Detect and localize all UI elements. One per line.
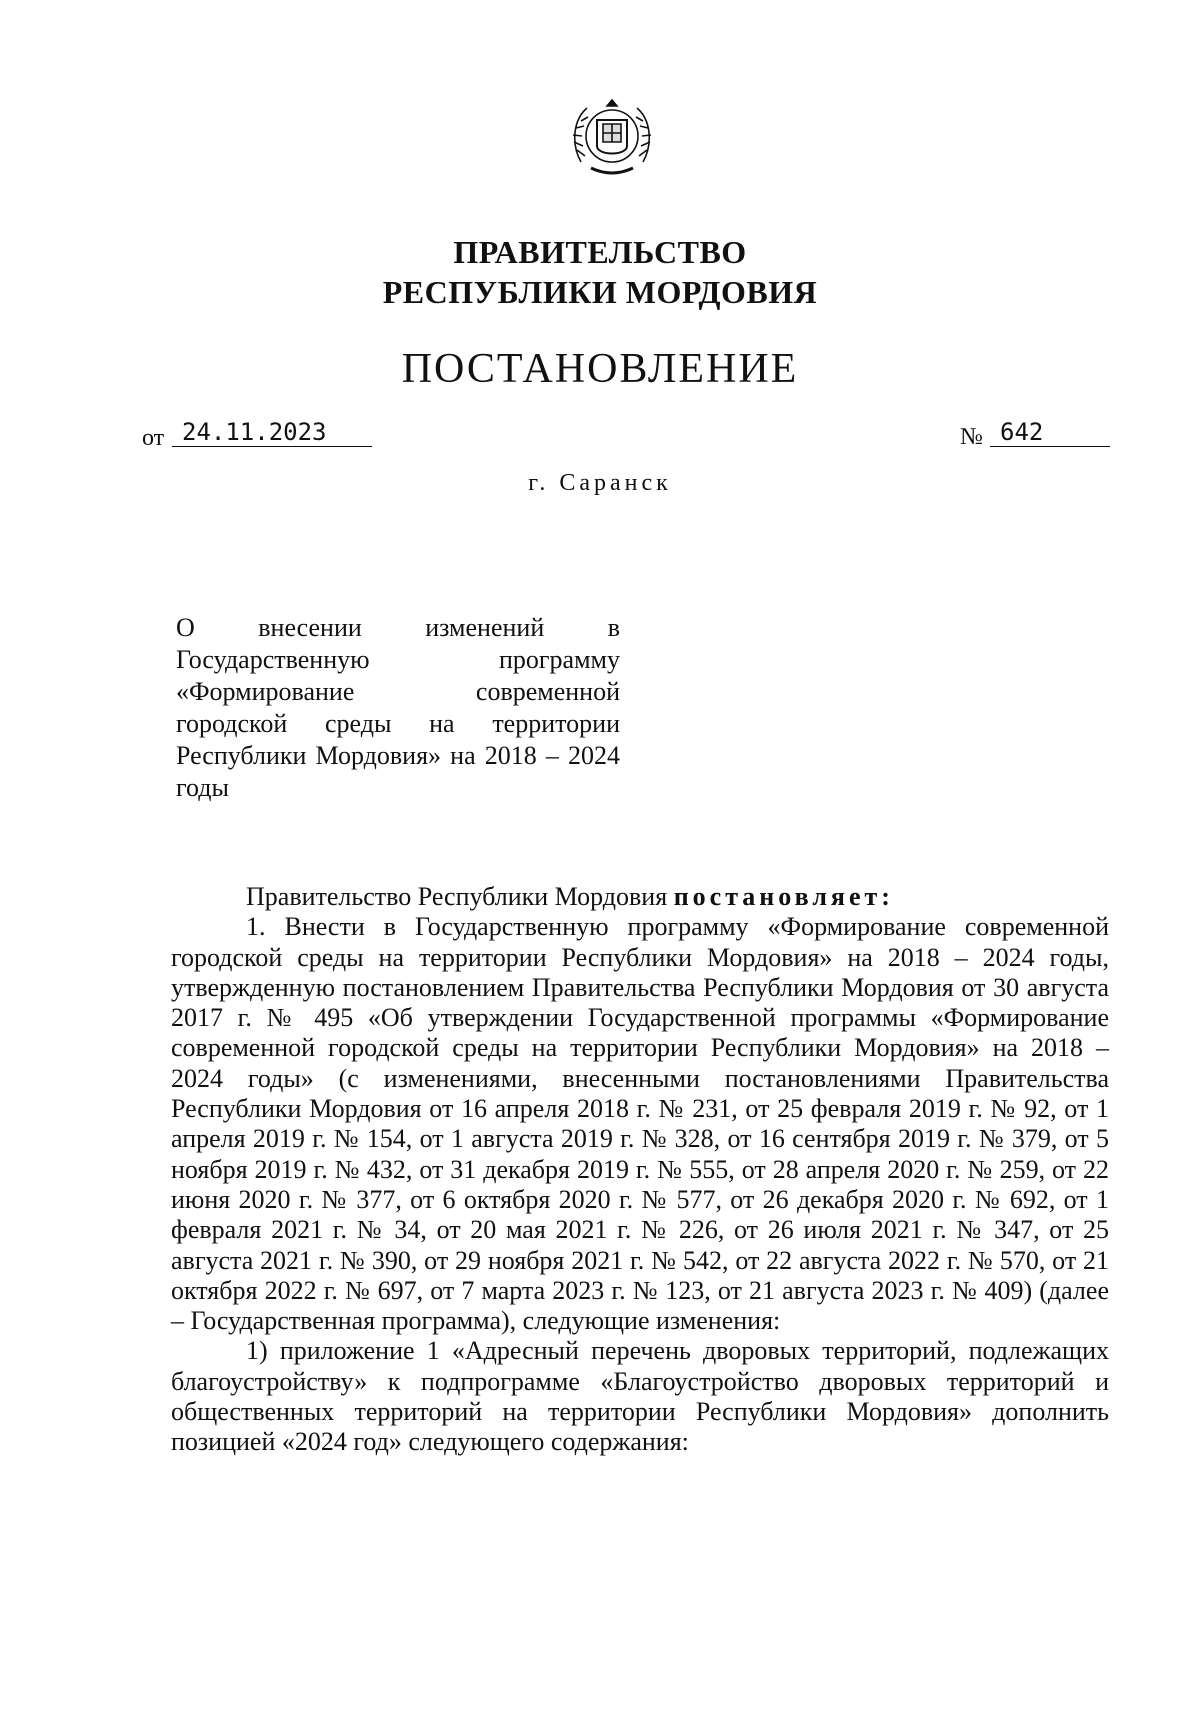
document-number: 642 xyxy=(990,418,1110,447)
intro-text: Правительство Республики Мордовия xyxy=(246,882,674,911)
number-label: № xyxy=(960,424,983,450)
paragraph-1: 1. Внести в Государственную программу «Формирование современной городской среды на территории Республики Мордовия» на 2018 – 2024 годы, утвержденную постановлением Правительства Республики Мордовия от 30 августа 2017 г. № 495 «Об утверждении Государственной программы «Формирование современной городской среды на территории Республики Мордовия» на 2018 – 2024 годы» (с изменениями, внесенными постановлениями Правительства Республики Мордовия от 16 апреля 2018 г. № 231, от 25 февраля 2019 г. № 92, от 1 апреля 2019 г. № 154, от 1 августа 2019 г. № 328, от 16 сентября 2019 г. № 379, от 5 ноября 2019 г. № 432, от 31 декабря 2019 г. № 555, от 28 апреля 2020 г. № 259, от 22 июня 2020 г. № 377, от 6 октября 2020 г. № 577, от 26 декабря 2020 г. № 692, от 1 февраля 2021 г. № 34, от 20 мая 2021 г. № 226, от 26 июля 2021 г. № 347, от 25 августа 2021 г. № 390, от 29 ноября 2021 г. № 542, от 22 августа 2022 г. № 570, от 21 октября 2022 г. № 697, от 7 марта 2023 г. № 123, от 21 августа 2023 г. № 409) (далее – Государственная программа), следующие изменения: xyxy=(171,912,1109,1336)
coat-of-arms-icon xyxy=(567,92,657,182)
paragraph-2: 1) приложение 1 «Адресный перечень дворовых территорий, подлежащих благоустройству» к подпрограмме «Благоустройство дворовых территорий и общественных территорий на территории Республики Мордовия» дополнить позицией «2024 год» следующего содержания: xyxy=(171,1336,1109,1457)
intro-emphasis: постановляет: xyxy=(673,882,894,911)
city: г. Саранск xyxy=(528,470,672,496)
organization-name-line1: ПРАВИТЕЛЬСТВО xyxy=(453,234,747,270)
resolution-intro xyxy=(171,882,1109,912)
date-label: от xyxy=(142,425,165,451)
document-date: 24.11.2023 xyxy=(172,418,372,447)
document-subject: О внесении изменений в Государственную программу «Формирование современной городской среды на территории Республики Мордовия» на 2018 – 2024 годы xyxy=(176,613,620,802)
document-body xyxy=(171,882,1109,1458)
document-type-title: ПОСТАНОВЛЕНИЕ xyxy=(401,346,799,392)
organization-name-line2: РЕСПУБЛИКИ МОРДОВИЯ xyxy=(382,274,818,310)
